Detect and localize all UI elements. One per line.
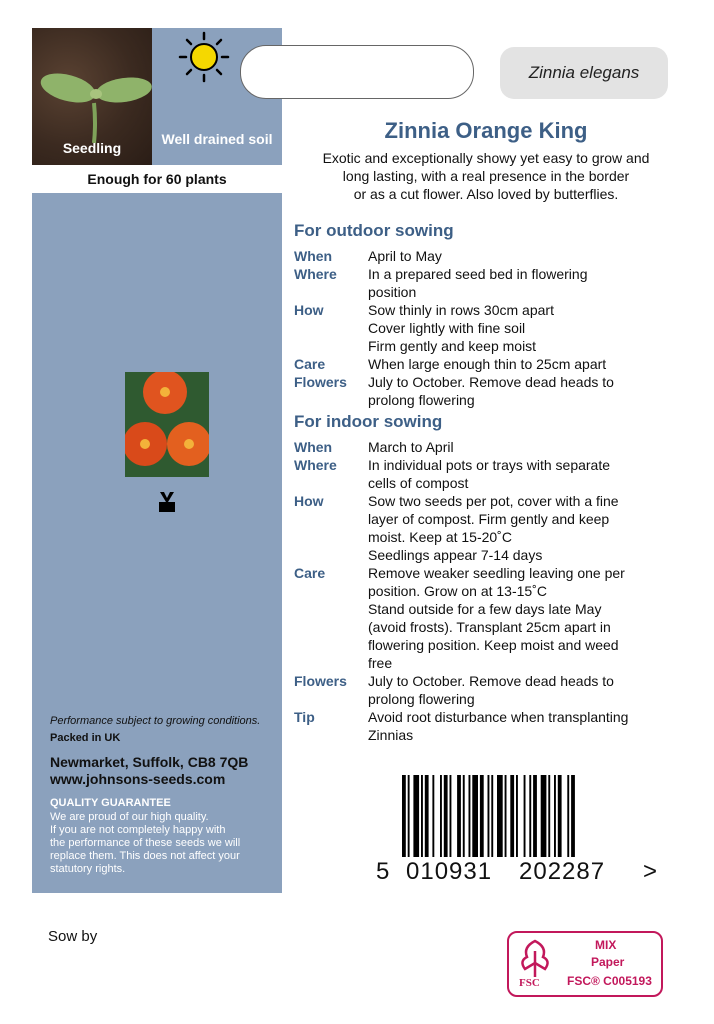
instruction-line: moist. Keep at 15-20˚C — [368, 529, 512, 545]
instruction-value — [368, 492, 668, 564]
barcode-bar — [497, 775, 503, 857]
instruction-key: How — [294, 302, 324, 318]
product-description — [294, 149, 678, 203]
fsc-logo-text: FSC — [519, 977, 540, 989]
flower-photo — [125, 372, 209, 477]
instruction-value — [368, 708, 668, 744]
instruction-key: Flowers — [294, 673, 347, 689]
instruction-value — [368, 373, 668, 409]
instruction-line: March to April — [368, 439, 454, 455]
johnsons-logo — [154, 488, 180, 520]
barcode-bar — [488, 775, 490, 857]
instruction-line: Sow two seeds per pot, cover with a fine — [368, 493, 619, 509]
barcode-bar — [469, 775, 471, 857]
instruction-line: When large enough thin to 25cm apart — [368, 356, 607, 372]
barcode-group-1: 010931 — [406, 858, 493, 885]
instruction-value — [368, 247, 668, 265]
instruction-line: free — [368, 655, 393, 671]
instruction-line: April to May — [368, 248, 442, 264]
barcode-bar — [440, 775, 442, 857]
barcode-bar — [516, 775, 518, 857]
instruction-line: position. Grow on at 13-15˚C — [368, 583, 547, 599]
barcode-bars — [400, 775, 636, 857]
fsc-tree-icon — [515, 937, 555, 979]
barcode-bar — [425, 775, 429, 857]
barcode-bar — [402, 775, 406, 857]
barcode-bar — [450, 775, 452, 857]
instruction-key: Care — [294, 565, 326, 581]
seedling-label: Seedling — [62, 140, 122, 156]
instruction-key: Care — [294, 356, 326, 372]
instruction-key: Tip — [294, 709, 315, 725]
instruction-value — [368, 301, 668, 355]
guarantee-line: statutory rights. — [50, 863, 126, 875]
instruction-line: July to October. Remove dead heads to — [368, 374, 614, 390]
instruction-line: In individual pots or trays with separate — [368, 457, 611, 473]
sow-by-label: Sow by — [48, 928, 98, 945]
barcode-bar — [529, 775, 531, 857]
description-line: Exotic and exceptionally showy yet easy to grow and — [322, 150, 650, 166]
instruction-key: When — [294, 248, 333, 264]
barcode-bar — [432, 775, 434, 857]
instruction-line: July to October. Remove dead heads to — [368, 673, 614, 689]
instruction-line: Sow thinly in rows 30cm apart — [368, 302, 554, 318]
barcode-bar — [548, 775, 550, 857]
website-link[interactable]: www.johnsons-seeds.com — [50, 771, 226, 787]
barcode-bar — [567, 775, 569, 857]
instruction-value — [368, 672, 668, 708]
barcode-bar — [554, 775, 556, 857]
instruction-line: Avoid root disturbance when transplanting — [368, 709, 629, 725]
instruction-line: position — [368, 284, 417, 300]
barcode-bar — [505, 775, 507, 857]
barcode-trail: > — [643, 858, 659, 885]
zinnia-flowers-image — [125, 372, 209, 477]
barcode-group-2: 202287 — [519, 858, 606, 885]
instruction-line: layer of compost. Firm gently and keep — [368, 511, 610, 527]
instruction-value — [368, 456, 668, 492]
description-line: long lasting, with a real presence in the border — [342, 168, 630, 184]
barcode-bar — [533, 775, 537, 857]
packed-in: Packed in UK — [50, 732, 121, 744]
fsc-badge — [507, 931, 663, 997]
instruction-line: In a prepared seed bed in flowering — [368, 266, 588, 282]
barcode-bar — [510, 775, 514, 857]
instruction-key: How — [294, 493, 324, 509]
outdoor-heading: For outdoor sowing — [294, 221, 454, 240]
barcode-bar — [524, 775, 526, 857]
instruction-value — [368, 564, 668, 672]
guarantee-line: We are proud of our high quality. — [50, 811, 209, 823]
instruction-value — [368, 438, 668, 456]
barcode — [400, 775, 636, 857]
instruction-key: Where — [294, 457, 337, 473]
sun-icon — [177, 30, 231, 84]
fsc-code: FSC® C005193 — [567, 974, 652, 988]
instruction-line: Cover lightly with fine soil — [368, 320, 526, 336]
instruction-line: flowering position. Keep moist and weed — [368, 637, 619, 653]
description-line: or as a cut flower. Also loved by butterflies. — [353, 186, 619, 202]
fsc-paper: Paper — [591, 955, 625, 969]
instruction-line: cells of compost — [368, 475, 469, 491]
barcode-bar — [457, 775, 461, 857]
instruction-key: When — [294, 439, 333, 455]
product-title: Zinnia Orange King — [384, 118, 588, 143]
guarantee-line: If you are not completely happy with — [50, 824, 226, 836]
barcode-bar — [558, 775, 562, 857]
soil-label: Well drained soil — [161, 131, 273, 147]
instruction-line: prolong flowering — [368, 392, 475, 408]
barcode-bar — [444, 775, 448, 857]
barcode-bar — [480, 775, 484, 857]
instruction-line: Remove weaker seedling leaving one per — [368, 565, 625, 581]
instruction-key: Flowers — [294, 374, 347, 390]
barcode-bar — [463, 775, 465, 857]
instruction-line: Stand outside for a few days late May — [368, 601, 602, 617]
address-line: Newmarket, Suffolk, CB8 7QB — [50, 754, 249, 770]
plant-count: Enough for 60 plants — [32, 165, 282, 193]
barcode-bar — [408, 775, 410, 857]
instruction-line: Firm gently and keep moist — [368, 338, 537, 354]
instruction-line: (avoid frosts). Transplant 25cm apart in — [368, 619, 611, 635]
barcode-bar — [571, 775, 575, 857]
label-window — [240, 45, 474, 99]
barcode-bar — [472, 775, 478, 857]
instruction-value — [368, 265, 668, 301]
fsc-mix: MIX — [595, 938, 617, 952]
left-info-panel — [32, 193, 282, 893]
barcode-bar — [421, 775, 423, 857]
instruction-value — [368, 355, 668, 373]
instruction-line: Seedlings appear 7-14 days — [368, 547, 543, 563]
guarantee-title: QUALITY GUARANTEE — [50, 797, 171, 809]
guarantee-line: the performance of these seeds we will — [50, 837, 241, 849]
performance-note: Performance subject to growing conditions. — [50, 715, 261, 727]
guarantee-text — [50, 811, 278, 876]
instruction-line: prolong flowering — [368, 691, 475, 707]
barcode-bar — [491, 775, 493, 857]
latin-name: Zinnia elegans — [500, 47, 668, 99]
barcode-bar — [413, 775, 419, 857]
barcode-lead-digit: 5 — [376, 858, 391, 885]
indoor-heading: For indoor sowing — [294, 412, 443, 431]
instruction-key: Where — [294, 266, 337, 282]
guarantee-line: replace them. This does not affect your — [50, 850, 240, 862]
instruction-line: Zinnias — [368, 727, 414, 743]
barcode-bar — [541, 775, 547, 857]
seedling-photo — [32, 28, 152, 165]
